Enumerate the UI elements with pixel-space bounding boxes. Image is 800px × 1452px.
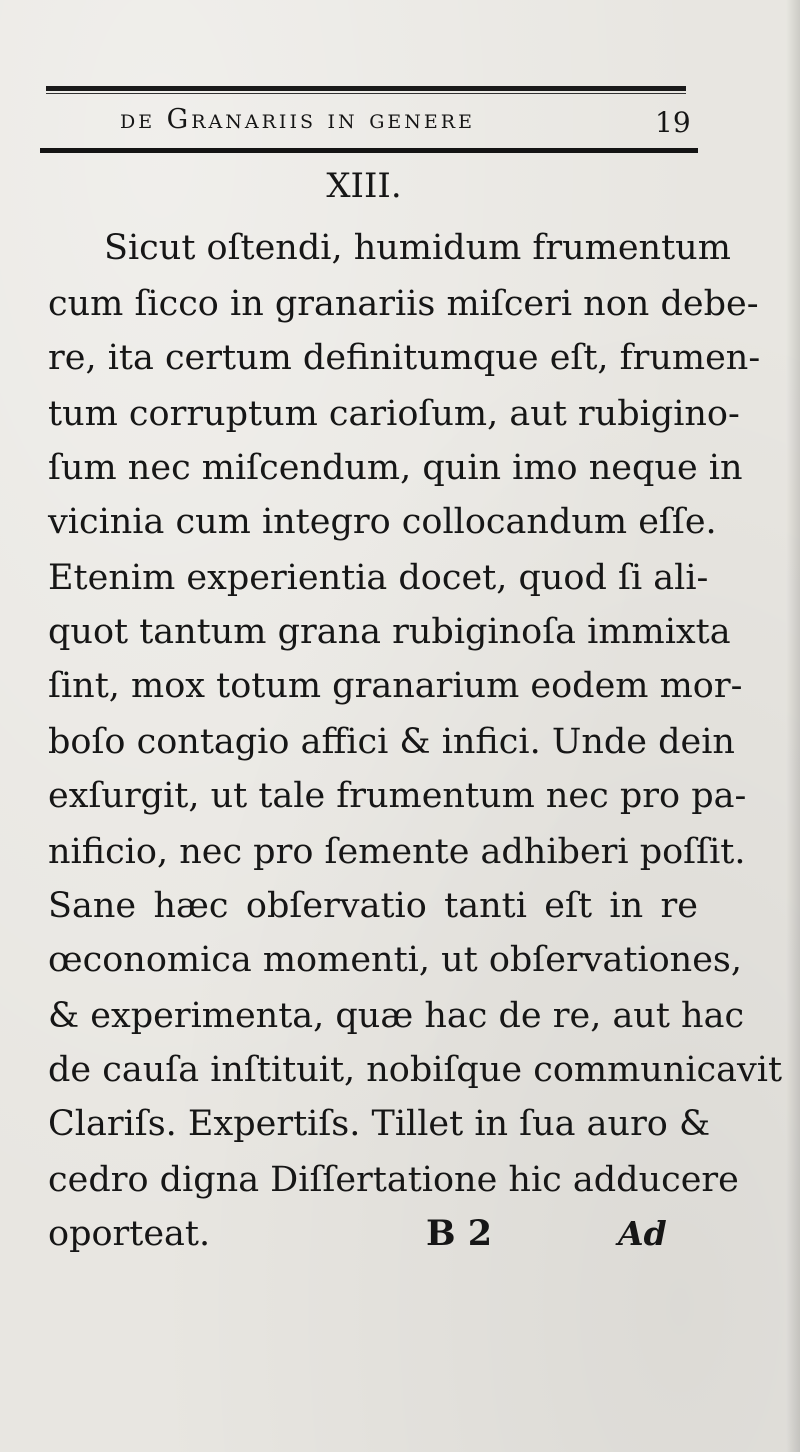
running-head (0, 104, 800, 144)
text-line: Clariſs. Expertiſs. Tillet in ſua auro & (48, 1104, 711, 1144)
text-line: cum ſicco in granariis miſceri non debe- (48, 284, 759, 324)
page-edge-shadow (786, 0, 800, 1452)
header-rule-top-thin (46, 93, 686, 94)
text-line: vicinia cum integro collocandum eſſe. (48, 502, 717, 542)
text-line: boſo contagio affici & infici. Unde dein (48, 722, 735, 762)
text-line: Etenim experientia docet, quod ſi ali- (48, 558, 709, 598)
text-line: ſum nec miſcendum, quin imo neque in (48, 448, 743, 488)
running-head-title: de Granariis in genere (120, 104, 475, 135)
text-line: & experimenta, quæ hac de re, aut hac (48, 996, 745, 1036)
section-number: XIII. (326, 166, 402, 206)
text-line: Sane hæc obſervatio tanti eſt in re (48, 886, 698, 926)
header-rule-top (46, 86, 686, 91)
signature-mark: B 2 (426, 1213, 493, 1254)
header-rule-bottom (40, 148, 698, 153)
text-line: nificio, nec pro ſemente adhiberi poſſit. (48, 832, 746, 872)
text-line: cedro digna Diſſertatione hic adducere (48, 1160, 739, 1200)
text-line: re, ita certum definitumque eſt, frumen- (48, 338, 761, 378)
text-line: tum corruptum carioſum, aut rubigino- (48, 394, 740, 434)
text-line: exſurgit, ut tale frumentum nec pro pa- (48, 776, 747, 816)
text-line: quot tantum grana rubiginoſa immixta (48, 612, 731, 652)
catchword: Ad (618, 1214, 667, 1253)
text-line: œconomica momenti, ut obſervationes, (48, 940, 743, 980)
page-number: 19 (655, 106, 691, 139)
final-word: oporteat. (48, 1214, 211, 1254)
text-line: ſint, mox totum granarium eodem mor- (48, 666, 743, 706)
text-line: Sicut oſtendi, humidum frumentum (104, 228, 731, 268)
text-line: de cauſa inſtituit, nobiſque communicavit (48, 1050, 783, 1090)
page-footer-line (48, 1212, 698, 1262)
